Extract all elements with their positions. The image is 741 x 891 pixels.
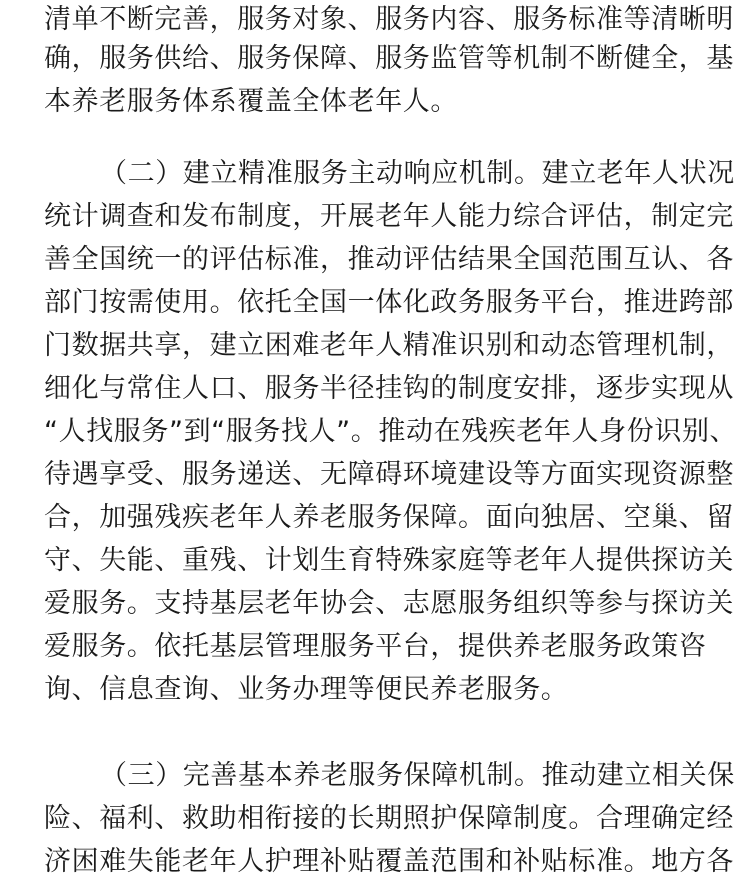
- paragraph-line: 爱服务。依托基层管理服务平台，提供养老服务政策咨: [44, 631, 707, 662]
- paragraph-line: 统计调查和发布制度，开展老年人能力综合评估，制定完: [44, 201, 734, 232]
- paragraph-line: 细化与常住人口、服务半径挂钩的制度安排，逐步实现从: [44, 373, 734, 404]
- paragraph-line: 善全国统一的评估标准，推动评估结果全国范围互认、各: [44, 244, 734, 275]
- paragraph-line: 待遇享受、服务递送、无障碍环境建设等方面实现资源整: [44, 459, 734, 490]
- paragraph-line: 清单不断完善，服务对象、服务内容、服务标准等清晰明: [44, 4, 734, 35]
- paragraph-line: 部门按需使用。依托全国一体化政务服务平台，推进跨部: [44, 287, 734, 318]
- paragraph-line: 确，服务供给、服务保障、服务监管等机制不断健全，基: [44, 43, 734, 74]
- paragraph-line: 险、福利、救助相衔接的长期照护保障制度。合理确定经: [44, 803, 734, 834]
- paragraph-line: 爱服务。支持基层老年协会、志愿服务组织等参与探访关: [44, 588, 734, 619]
- paragraph-line: 守、失能、重残、计划生育特殊家庭等老年人提供探访关: [44, 545, 734, 576]
- paragraph-line: 本养老服务体系覆盖全体老年人。: [44, 86, 458, 117]
- paragraph-line: “人找服务”到“服务找人”。推动在残疾老年人身份识别、: [44, 416, 738, 447]
- paragraph-line: （二）建立精准服务主动响应机制。建立老年人状况: [100, 158, 735, 189]
- paragraph-line: 门数据共享，建立困难老年人精准识别和动态管理机制，: [44, 330, 734, 361]
- paragraph-line: （三）完善基本养老服务保障机制。推动建立相关保: [100, 760, 735, 791]
- paragraph-line: 合，加强残疾老年人养老服务保障。面向独居、空巢、留: [44, 502, 734, 533]
- paragraph-line: 济困难失能老年人护理补贴覆盖范围和补贴标准。地方各: [44, 846, 734, 877]
- paragraph-line: 询、信息查询、业务办理等便民养老服务。: [44, 674, 569, 705]
